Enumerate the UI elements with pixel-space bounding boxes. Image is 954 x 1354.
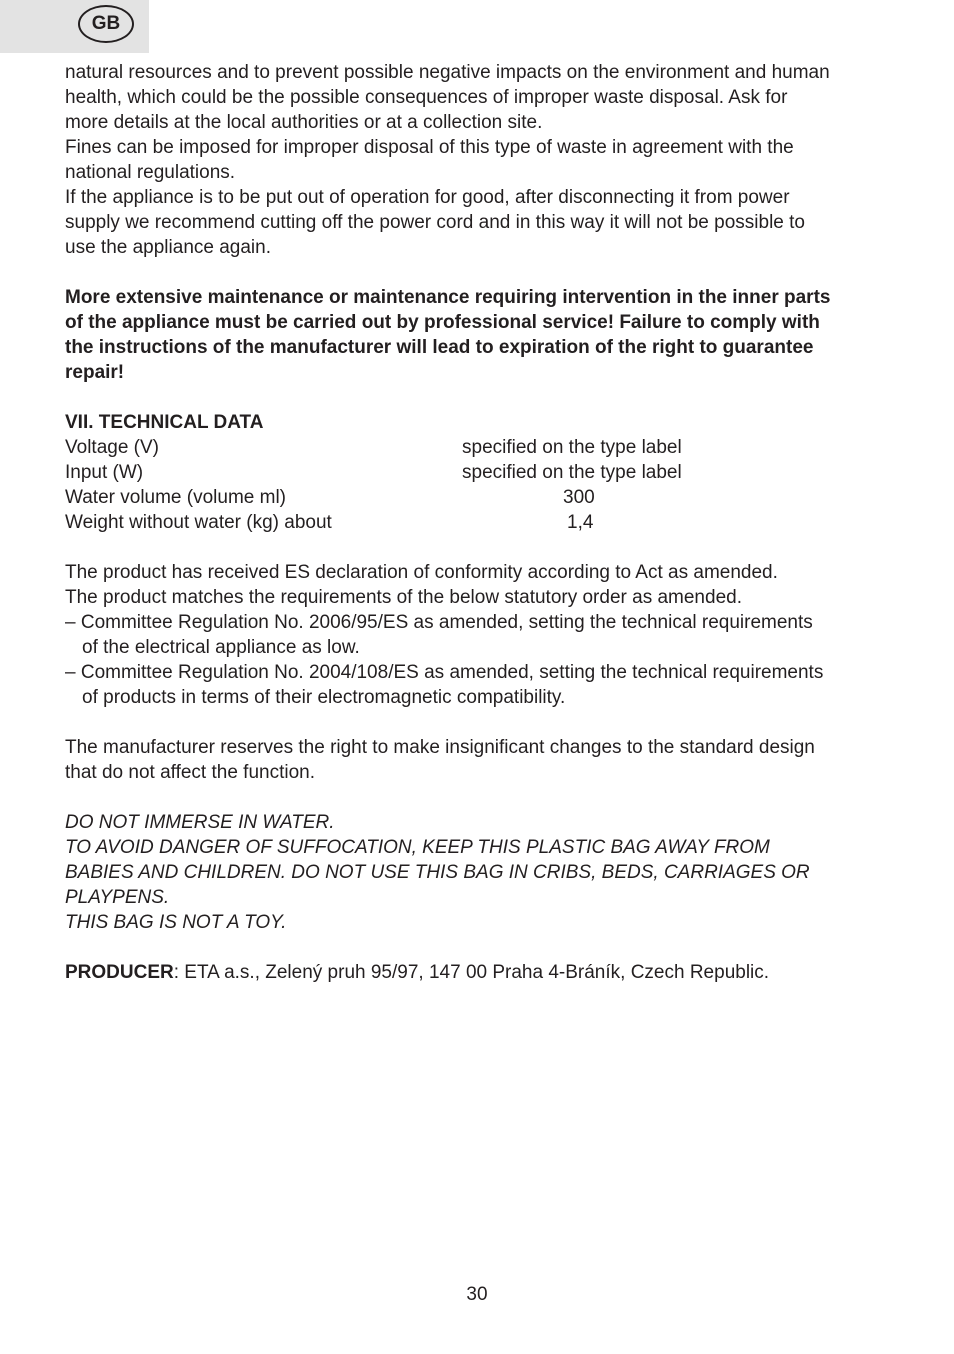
text-line: THIS BAG IS NOT A TOY. — [65, 912, 287, 933]
spacer — [65, 385, 895, 410]
text-line: use the appliance again. — [65, 237, 271, 258]
spacer — [65, 785, 895, 810]
text-line: the instructions of the manufacturer will lead to expiration of the right to guarantee — [65, 337, 814, 358]
regulation-continuation: of the electrical appliance as low. — [82, 637, 360, 658]
tech-row — [65, 435, 895, 460]
text-line: natural resources and to prevent possible negative impacts on the environment and human — [65, 62, 830, 83]
text-line: more details at the local authorities or at a collection site. — [65, 112, 543, 133]
page-content — [65, 60, 895, 985]
text-line: that do not affect the function. — [65, 762, 315, 783]
text-line: repair! — [65, 362, 125, 383]
tech-row — [65, 510, 895, 535]
text-line: Fines can be imposed for improper disposal of this type of waste in agreement with the — [65, 137, 794, 158]
regulation-line: – Committee Regulation No. 2006/95/ES as amended, setting the technical requirements — [65, 612, 813, 633]
tech-label: Input (W) — [65, 462, 144, 483]
tech-label: Weight without water (kg) about — [65, 512, 332, 533]
text-line: of the appliance must be carried out by professional service! Failure to comply with — [65, 312, 820, 333]
text-line: PLAYPENS. — [65, 887, 170, 908]
service-warning — [65, 285, 895, 385]
spacer — [65, 710, 895, 735]
text-line: BABIES AND CHILDREN. DO NOT USE THIS BAG IN CRIBS, BEDS, CARRIAGES OR — [65, 862, 810, 883]
language-tab — [0, 0, 149, 53]
tech-value: specified on the type label — [462, 462, 682, 483]
producer-line — [65, 960, 895, 985]
spacer — [65, 935, 895, 960]
text-line: national regulations. — [65, 162, 236, 183]
tech-label: Water volume (volume ml) — [65, 487, 287, 508]
text-line: The product matches the requirements of the below statutory order as amended. — [65, 587, 742, 608]
tech-value: 1,4 — [567, 512, 594, 533]
producer-label: PRODUCER — [65, 962, 174, 983]
regulation-continuation: of products in terms of their electromagnetic compatibility. — [82, 687, 566, 708]
tech-row — [65, 485, 895, 510]
conformity-section — [65, 560, 895, 710]
regulation-item — [65, 660, 895, 710]
page-number: 30 — [466, 1284, 488, 1305]
manufacturer-note — [65, 735, 895, 785]
text-line: More extensive maintenance or maintenance requiring intervention in the inner parts — [65, 287, 831, 308]
text-line: TO AVOID DANGER OF SUFFOCATION, KEEP THIS PLASTIC BAG AWAY FROM — [65, 837, 770, 858]
text-line: The product has received ES declaration of conformity according to Act as amended. — [65, 562, 778, 583]
section-heading: VII. TECHNICAL DATA — [65, 412, 264, 433]
language-badge: GB — [78, 5, 134, 43]
safety-warnings — [65, 810, 895, 935]
text-line: The manufacturer reserves the right to make insignificant changes to the standard design — [65, 737, 815, 758]
spacer — [65, 260, 895, 285]
disposal-paragraph — [65, 60, 895, 260]
text-line: health, which could be the possible consequences of improper waste disposal. Ask for — [65, 87, 788, 108]
spacer — [65, 535, 895, 560]
text-line: supply we recommend cutting off the power cord and in this way it will not be possible to — [65, 212, 805, 233]
tech-label: Voltage (V) — [65, 437, 159, 458]
regulation-line: – Committee Regulation No. 2004/108/ES as amended, setting the technical requirements — [65, 662, 824, 683]
regulation-item — [65, 610, 895, 660]
producer-text: : ETA a.s., Zelený pruh 95/97, 147 00 Praha 4-Bráník, Czech Republic. — [173, 962, 770, 983]
text-line: DO NOT IMMERSE IN WATER. — [65, 812, 335, 833]
text-line: If the appliance is to be put out of operation for good, after disconnecting it from power — [65, 187, 790, 208]
technical-data-section — [65, 410, 895, 535]
tech-row — [65, 460, 895, 485]
tech-value: 300 — [563, 487, 595, 508]
tech-value: specified on the type label — [462, 437, 682, 458]
